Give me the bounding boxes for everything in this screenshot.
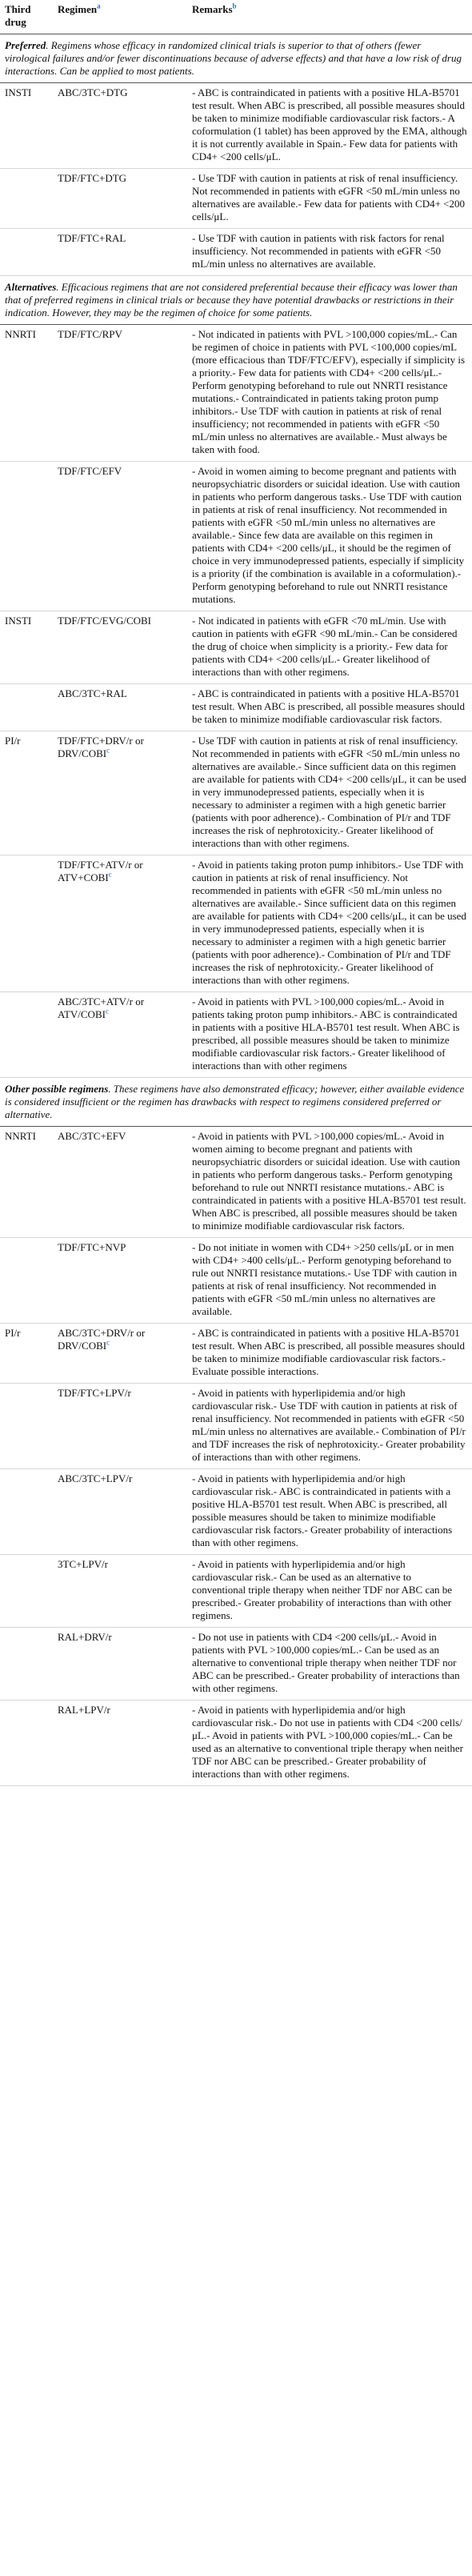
third-drug-cell [0, 229, 53, 276]
third-drug-cell: PI/r [0, 1324, 53, 1384]
regimen-cell [53, 1238, 187, 1324]
remarks-cell: - Avoid in patients with PVL >100,000 copies/mL.- Avoid in patients taking proton pump inhibitors.- ABC is contraindicated in patients with a positive HLA-B5701 test result. When ABC is prescribed, all possible measures should be taken to minimize modifiable cardiovascular risk factors.- Greater likelihood of interactions than with other regimens [187, 992, 472, 1078]
third-drug-cell [0, 1628, 53, 1701]
regimen-cell [53, 1384, 187, 1469]
section-title: Alternatives [5, 281, 57, 293]
footnote-link-c[interactable]: c [106, 1338, 110, 1347]
table-row [0, 229, 472, 276]
regimen-text: TDF/FTC+NVP [58, 1241, 126, 1253]
regimen-text: TDF/FTC/RPV [58, 328, 122, 340]
section-description [0, 276, 472, 325]
third-drug-cell [0, 684, 53, 731]
regimen-text: RAL+DRV/r [58, 1631, 112, 1643]
third-drug-cell [0, 855, 53, 992]
footnote-link-a[interactable]: a [97, 2, 101, 10]
remarks-cell: - Use TDF with caution in patients with risk factors for renal insufficiency. Not recommended in patients with eGFR <50 mL/min unless no alternatives are available. [187, 229, 472, 276]
regimen-text: ABC/3TC+ATV/r or ATV/COBI [58, 996, 145, 1020]
third-drug-cell: NNRTI [0, 325, 53, 462]
section-title: Preferred [5, 39, 46, 51]
remarks-cell: - Avoid in women aiming to become pregnant and patients with neuropsychiatric disorders or suicidal ideation. Use with caution in patients who perform dangerous tasks.- Use TDF with caution in patients at risk of renal insufficiency. Not recommended in patients with eGFR <50 mL/min unless no alternatives are available.- Since few data are available on this regimen in patients with CD4+ <200 cells/μL, it should be the regimen of choice in very immunodepressed patients, especially if simplicity is a priority (if the combination is available in a coformulation).- Perform genotyping beforehand to rule out NNRTI resistance mutations. [187, 462, 472, 611]
third-drug-cell [0, 1469, 53, 1555]
third-drug-cell: NNRTI [0, 1127, 53, 1238]
regimen-cell [53, 1628, 187, 1701]
regimen-cell [53, 684, 187, 731]
table-row [0, 992, 472, 1078]
remarks-cell: - Not indicated in patients with eGFR <70 mL/min. Use with caution in patients with eGFR <90 mL/min.- Can be considered the drug of choice when simplicity is a priority.- Few data for patients with CD4+ <200 cells/μL.- Greater likelihood of interactions than with other regimens. [187, 611, 472, 684]
table-body [0, 34, 472, 1786]
regimen-cell [53, 1701, 187, 1786]
regimen-text: 3TC+LPV/r [58, 1558, 108, 1570]
third-drug-cell [0, 992, 53, 1078]
regimen-cell [53, 462, 187, 611]
remarks-cell: - Do not initiate in women with CD4+ >250 cells/μL or in men with CD4+ >400 cells/μL.- Perform genotyping beforehand to rule out NNRTI resistance mutations.- Use TDF with caution in patients at risk of renal insufficiency. Not recommended in patients with eGFR <50 mL/min unless no alternatives are available. [187, 1238, 472, 1324]
regimen-cell [53, 992, 187, 1078]
section-desc: . Efficacious regimens that are not considered preferential because their efficacy was lower than that of preferred regimens in clinical trials or because they have potential drawbacks or restrictions in their indication. However, they may be the regimen of choice for some patients. [5, 281, 458, 318]
table-row [0, 462, 472, 611]
third-drug-cell [0, 1238, 53, 1324]
regimen-text: TDF/FTC+RAL [58, 232, 126, 244]
remarks-cell: - Avoid in patients with hyperlipidemia and/or high cardiovascular risk.- Do not use in patients with CD4 <200 cells/μL.- Avoid in patients with PVL >100,000 copies/mL.- Can be used as an alternative to conventional triple therapy when neither TDF nor ABC can be prescribed.- Greater probability of interactions than with other regimens. [187, 1701, 472, 1786]
table-row [0, 325, 472, 462]
regimen-cell [53, 169, 187, 229]
third-drug-cell [0, 462, 53, 611]
regimen-text: TDF/FTC/EVG/COBI [58, 615, 152, 627]
section-header-row [0, 1078, 472, 1127]
third-drug-cell: INSTI [0, 611, 53, 684]
table-row [0, 1628, 472, 1701]
footnote-link-c[interactable]: c [105, 1007, 109, 1016]
header-regimen: Regimen$^a$ [53, 0, 187, 34]
regimen-cell [53, 611, 187, 684]
section-desc: . Regimens whose efficacy in randomized clinical trials is superior to that of others (fewer virological failures and/or fewer discontinuations because of adverse effects) and that have a low risk of drug interactions. Can be applied to most patients. [5, 39, 462, 77]
remarks-cell: - Avoid in patients with hyperlipidemia and/or high cardiovascular risk.- Use TDF with caution in patients at risk of renal insufficiency. Not recommended in patients with eGFR <50 mL/min unless no alternatives are available.- Combination of PI/r and TDF increases the risk of nephrotoxicity.- Greater probability of interactions than with other regimens. [187, 1384, 472, 1469]
regimen-text: ABC/3TC+RAL [58, 687, 127, 699]
section-title: Other possible regimens [5, 1083, 109, 1095]
remarks-cell: - ABC is contraindicated in patients with a positive HLA-B5701 test result. When ABC is prescribed, all possible measures should be taken to minimize modifiable cardiovascular risk factors.- Evaluate possible interactions. [187, 1324, 472, 1384]
table-row [0, 1701, 472, 1786]
section-header-row [0, 34, 472, 83]
remarks-cell: - Avoid in patients with hyperlipidemia and/or high cardiovascular risk.- ABC is contraindicated in patients with a positive HLA-B5701 test result. When ABC is prescribed, all possible measures should be taken to minimize modifiable cardiovascular risk factors.- Greater probability of interactions than with other regimens. [187, 1469, 472, 1555]
remarks-cell: - Use TDF with caution in patients at risk of renal insufficiency. Not recommended in patients with eGFR <50 mL/min unless no alternatives are available.- Since sufficient data on this regimen are available for patients with CD4+ <200 cells/μL, it can be used in very immunodepressed patients, especially when it is necessary to administer a regimen with a high genetic barrier (patients with poor adherence).- Combination of PI/r and TDF increases the risk of nephrotoxicity.- Greater likelihood of interactions than with other regimens. [187, 731, 472, 855]
footnote-link-c[interactable]: c [106, 746, 110, 755]
section-description [0, 34, 472, 83]
regimen-cell [53, 1324, 187, 1384]
footnote-link-c[interactable]: c [108, 870, 112, 879]
third-drug-cell [0, 169, 53, 229]
remarks-cell: - Avoid in patients with PVL >100,000 copies/mL.- Avoid in women aiming to become pregnant and patients with neuropsychiatric disorders or suicidal ideation. Use with caution in patients who perform dangerous tasks.- Perform genotyping beforehand to rule out NNRTI resistance mutations.- ABC is contraindicated in patients with a positive HLA-B5701 test result. When ABC is prescribed, all possible measures should be taken to minimize modifiable cardiovascular risk factors. [187, 1127, 472, 1238]
table-row [0, 855, 472, 992]
regimen-cell [53, 1469, 187, 1555]
table-row [0, 1238, 472, 1324]
remarks-cell: - ABC is contraindicated in patients with a positive HLA-B5701 test result. When ABC is prescribed, all possible measures should be taken to minimize modifiable cardiovascular risk factors. [187, 684, 472, 731]
third-drug-cell: INSTI [0, 83, 53, 169]
table-row [0, 169, 472, 229]
regimen-text: TDF/FTC+DRV/r or DRV/COBI [58, 735, 144, 759]
regimen-text: ABC/3TC+DRV/r or DRV/COBI [58, 1327, 146, 1352]
table-row [0, 83, 472, 169]
regimen-text: ABC/3TC+DTG [58, 86, 128, 98]
regimen-cell [53, 731, 187, 855]
table-row [0, 611, 472, 684]
regimen-cell [53, 855, 187, 992]
third-drug-cell [0, 1384, 53, 1469]
table-row [0, 731, 472, 855]
remarks-cell: - Avoid in patients taking proton pump inhibitors.- Use TDF with caution in patients at risk of renal insufficiency. Not recommended in patients with eGFR <50 mL/min unless no alternatives are available.- Since sufficient data on this regimen are available for patients with CD4+ <200 cells/μL, it can be used in very immunodepressed patients, especially when it is necessary to administer a regimen with a high genetic barrier (patients with poor adherence).- Combination of PI/r and TDF increases the risk of nephrotoxicity.- Greater likelihood of interactions than with other regimens. [187, 855, 472, 992]
regimen-text: TDF/FTC+LPV/r [58, 1387, 131, 1399]
regimen-cell [53, 1127, 187, 1238]
regimen-text: TDF/FTC+DTG [58, 172, 127, 184]
table-row [0, 684, 472, 731]
remarks-cell: - Avoid in patients with hyperlipidemia and/or high cardiovascular risk.- Can be used as an alternative to conventional triple therapy when neither TDF nor ABC can be prescribed.- Greater probability of interactions than with other regimens. [187, 1555, 472, 1628]
table-row [0, 1384, 472, 1469]
regimen-text: TDF/FTC/EFV [58, 465, 122, 477]
remarks-cell: - Do not use in patients with CD4 <200 cells/μL.- Avoid in patients with PVL >100,000 copies/mL.- Can be used as an alternative to conventional triple therapy when neither TDF nor ABC can be prescribed.- Greater probability of interactions than with other regimens. [187, 1628, 472, 1701]
footnote-link-b[interactable]: b [232, 2, 237, 10]
table-row [0, 1469, 472, 1555]
third-drug-cell [0, 1701, 53, 1786]
third-drug-cell [0, 1555, 53, 1628]
remarks-cell: - ABC is contraindicated in patients with a positive HLA-B5701 test result. When ABC is prescribed, all possible measures should be taken to minimize modifiable cardiovascular risk factors.- A coformulation (1 tablet) has been approved by the EMA, although it is not currently available in Spain.- Few data for patients with CD4+ <200 cells/μL. [187, 83, 472, 169]
section-header-row [0, 276, 472, 325]
regimen-cell [53, 229, 187, 276]
regimen-text: RAL+LPV/r [58, 1704, 110, 1716]
table-row [0, 1555, 472, 1628]
regimen-cell [53, 83, 187, 169]
section-desc: . These regimens have also demonstrated efficacy; however, either available evidence is considered insufficient or the regimen has drawbacks with respect to regimens considered preferred or alternative. [5, 1083, 465, 1120]
regimen-text: TDF/FTC+ATV/r or ATV+COBI [58, 859, 143, 883]
regimen-text: ABC/3TC+EFV [58, 1130, 126, 1142]
table-header-row [0, 0, 472, 34]
header-remarks: Remarks$^b$ [187, 0, 472, 34]
third-drug-cell: PI/r [0, 731, 53, 855]
remarks-cell: - Not indicated in patients with PVL >100,000 copies/mL.- Can be regimen of choice in patients with PVL <100,000 copies/mL (more efficacious than TDF/FTC/EFV), especially if simplicity is a priority.- Few data for patients with CD4+ <200 cells/μL.- Perform genotyping beforehand to rule out NNRTI resistance mutations.- Contraindicated in patients taking proton pump inhibitors.- Use TDF with caution in patients at risk of renal insufficiency; not recommended in patients with eGFR <50 mL/min unless no alternatives are available.- Must always be taken with food. [187, 325, 472, 462]
table-row [0, 1324, 472, 1384]
header-third-drug: Third drug [0, 0, 53, 34]
regimen-text: ABC/3TC+LPV/r [58, 1472, 133, 1484]
regimen-cell [53, 1555, 187, 1628]
regimen-cell [53, 325, 187, 462]
remarks-cell: - Use TDF with caution in patients at risk of renal insufficiency. Not recommended in patients with eGFR <50 mL/min unless no alternatives are available.- Few data for patients with CD4+ <200 cells/μL. [187, 169, 472, 229]
section-description [0, 1078, 472, 1127]
table-row [0, 1127, 472, 1238]
